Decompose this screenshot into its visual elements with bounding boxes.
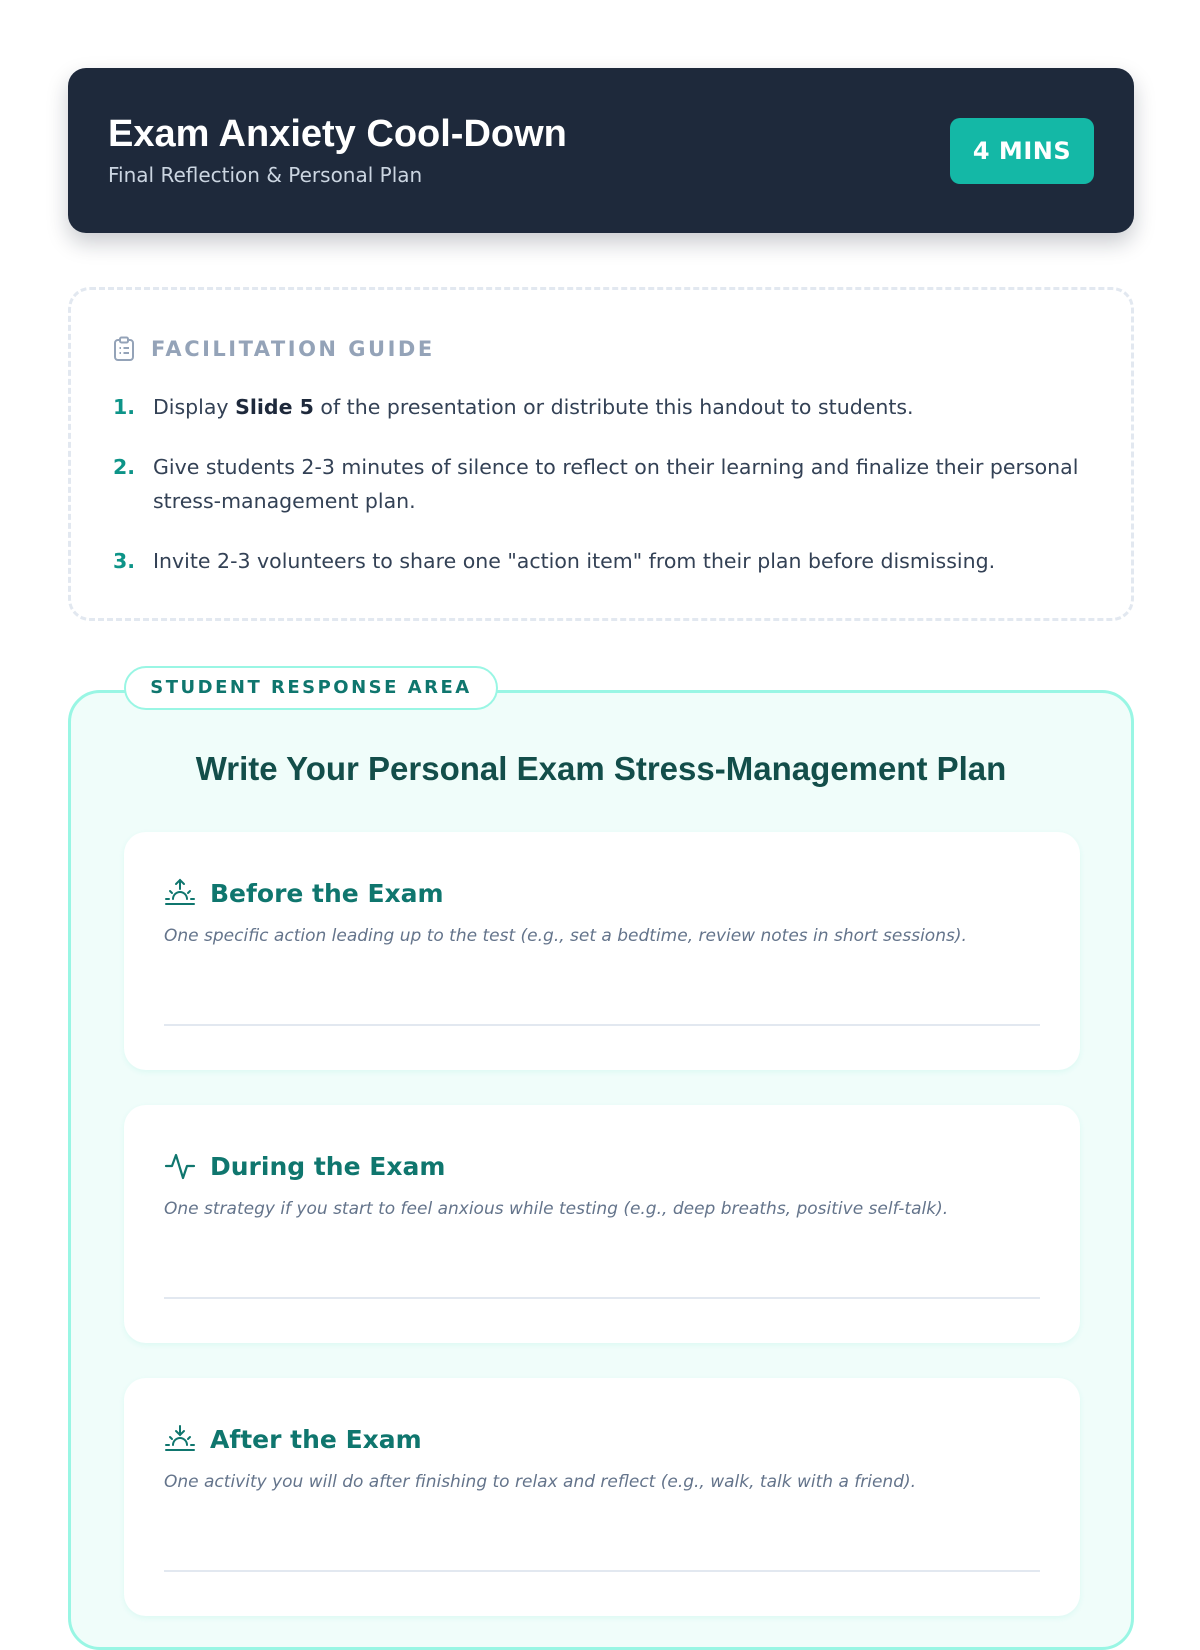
slide-reference: Slide 5	[235, 395, 314, 419]
page-title: Exam Anxiety Cool-Down	[108, 113, 567, 155]
answer-line[interactable]	[164, 1024, 1040, 1026]
sunset-icon	[164, 1423, 196, 1455]
card-header	[164, 1420, 422, 1458]
pulse-icon	[164, 1150, 196, 1182]
sunrise-icon	[164, 877, 196, 909]
time-badge: 4 MINS	[950, 118, 1094, 184]
plan-card-after	[124, 1378, 1080, 1616]
step-text: Give students 2-3 minutes of silence to reflect on their learning and finalize their personal stress-management plan.	[153, 455, 1079, 513]
response-area-tag: STUDENT RESPONSE AREA	[124, 666, 498, 710]
card-title: Before the Exam	[210, 878, 444, 908]
step-number: 3.	[113, 549, 136, 573]
page-subtitle: Final Reflection & Personal Plan	[108, 163, 423, 187]
card-header	[164, 874, 444, 912]
card-hint: One specific action leading up to the test (e.g., set a bedtime, review notes in short sessions).	[164, 926, 967, 946]
facilitation-guide	[68, 287, 1134, 621]
guide-step	[113, 544, 1093, 578]
clipboard-icon	[113, 336, 135, 362]
header-card	[68, 68, 1134, 233]
guide-heading-label: FACILITATION GUIDE	[151, 337, 435, 361]
guide-steps	[113, 390, 1093, 604]
step-number: 2.	[113, 455, 136, 479]
card-title: During the Exam	[210, 1151, 446, 1181]
step-number: 1.	[113, 395, 136, 419]
guide-step	[113, 390, 1093, 424]
answer-line[interactable]	[164, 1570, 1040, 1572]
guide-step	[113, 450, 1093, 518]
card-header	[164, 1147, 445, 1185]
plan-card-during	[124, 1105, 1080, 1343]
answer-line[interactable]	[164, 1297, 1040, 1299]
plan-card-before	[124, 832, 1080, 1070]
card-hint: One strategy if you start to feel anxious while testing (e.g., deep breaths, positive self-talk).	[164, 1199, 949, 1219]
card-title: After the Exam	[210, 1424, 422, 1454]
card-hint: One activity you will do after finishing to relax and reflect (e.g., walk, talk with a friend).	[164, 1472, 917, 1492]
step-text: Invite 2-3 volunteers to share one "action item" from their plan before dismissing.	[153, 549, 996, 573]
guide-heading	[113, 333, 435, 365]
step-text: Display Slide 5 of the presentation or distribute this handout to students.	[153, 395, 914, 419]
response-title: Write Your Personal Exam Stress-Management Plan	[195, 750, 1007, 787]
